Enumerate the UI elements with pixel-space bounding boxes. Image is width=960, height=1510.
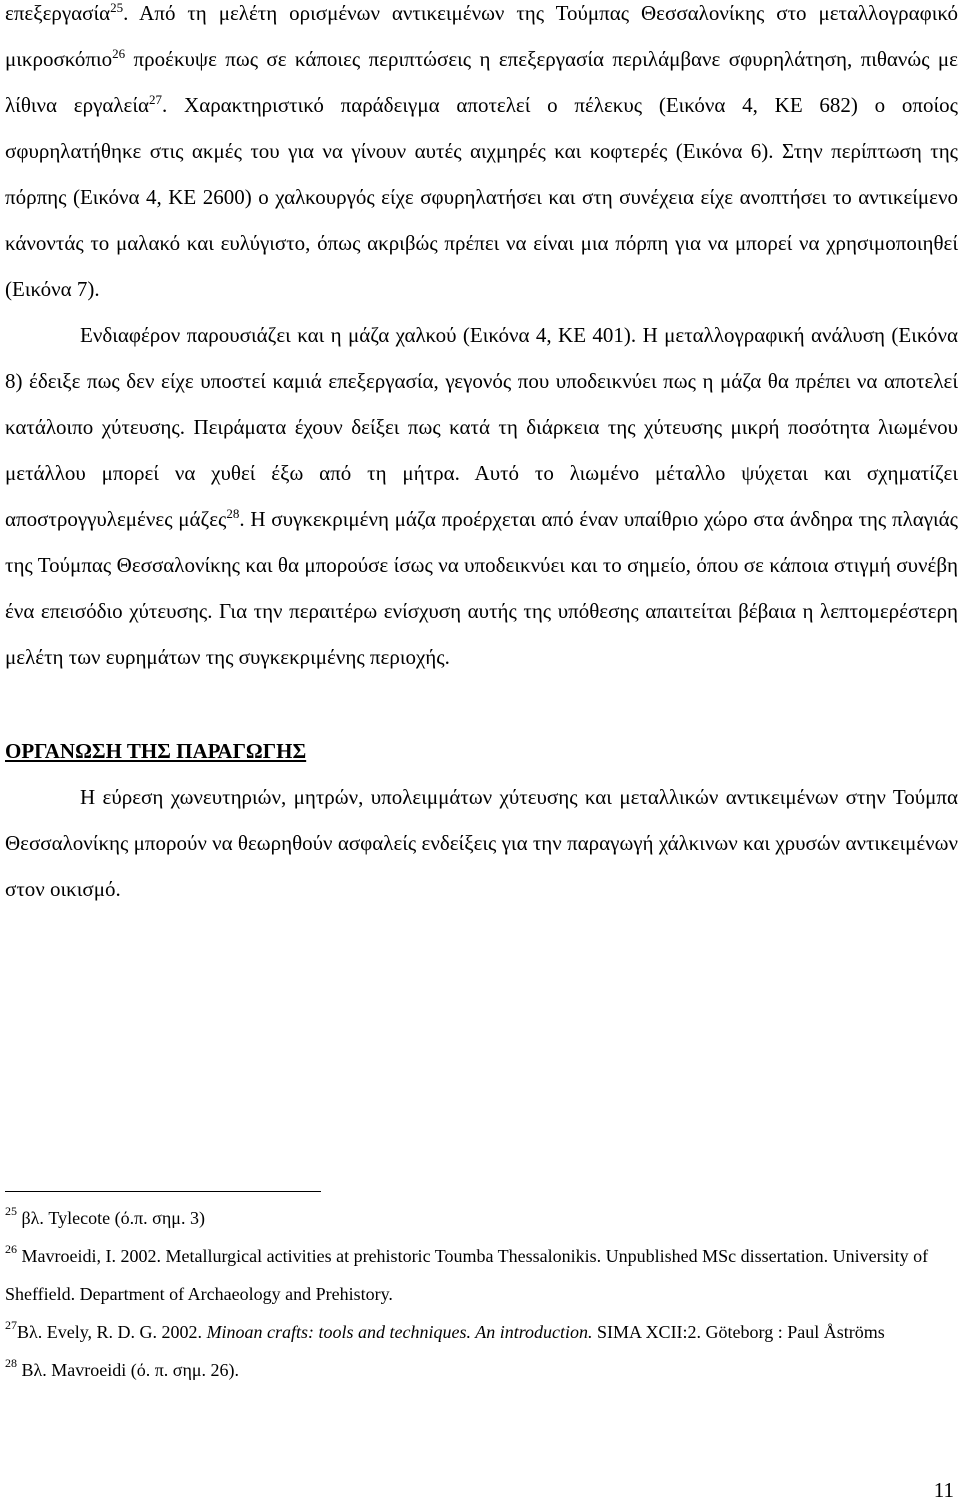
text-run: . Από τη μελέτη ορισμένων αντικειμένων της Τούμπας Θεσσαλονίκης στο μεταλλογραφικό μικροσκόπιο — [5, 1, 958, 71]
text-run: . Η συγκεκριμένη μάζα προέρχεται από έναν υπαίθριο χώρο στα άνδηρα της πλαγιάς της Τούμπας Θεσσαλονίκης και θα μπορούσε ίσως να υποδεικνύει και το σημείο, όπου σε κάποια στιγμή συνέβη ένα επεισόδιο χύτευσης. Για την περαιτέρω ενίσχυση αυτής της υπόθεσης απαιτείται βέβαια η λεπτομερέστερη μελέτη των ευρημάτων της συγκεκριμένης περιοχής. — [5, 507, 958, 669]
footnote-25 — [5, 1199, 955, 1237]
footnote-separator — [5, 1191, 321, 1192]
footnote-ref-26[interactable]: 26 — [112, 46, 126, 61]
footnote-text: Βλ. Evely, R. D. G. 2002. — [17, 1322, 207, 1342]
text-run: προέκυψε πως σε κάποιες περιπτώσεις η επεξεργασία περιλάμβανε σφυρηλάτηση, πιθανώς με λίθινα εργαλεία — [5, 47, 958, 117]
paragraph-2 — [5, 312, 958, 680]
footnote-26 — [5, 1237, 955, 1313]
page-number: 11 — [933, 1478, 954, 1502]
text-run: επεξεργασία — [5, 1, 111, 25]
paragraph-1 — [5, 0, 958, 312]
footnote-book-title: Minoan crafts: tools and techniques. An introduction. — [206, 1322, 593, 1342]
footnote-27 — [5, 1313, 955, 1351]
footnote-ref-27[interactable]: 27 — [149, 92, 163, 107]
footnote-ref-28[interactable]: 28 — [226, 506, 240, 521]
footnote-text: βλ. Tylecote (ό.π. σημ. 3) — [21, 1208, 205, 1228]
text-run: Ενδιαφέρον παρουσιάζει και η μάζα χαλκού (Εικόνα 4, ΚΕ 401). Η μεταλλογραφική ανάλυση (Εικόνα 8) έδειξε πως δεν είχε υποστεί καμιά επεξεργασία, γεγονός που υποδεικνύει πως η μάζα θα πρέπει να αποτελεί κατάλοιπο χύτευσης. Πειράματα έχουν δείξει πως κατά τη διάρκεια της χύτευσης μικρή ποσότητα λιωμένου μετάλλου μπορεί να χυθεί έξω από τη μήτρα. Αυτό το λιωμένο μέταλλο ψύχεται και σχηματίζει αποστρογγυλεμένες μάζες — [5, 323, 958, 531]
footnote-text: Mavroeidi, I. 2002. Metallurgical activities at prehistoric Toumba Thessalonikis. Unpublished MSc dissertation. University of Sheffield. Department of Archaeology and Prehistory. — [5, 1246, 929, 1304]
footnote-number: 28 — [5, 1356, 17, 1370]
main-text — [5, 0, 958, 912]
footnote-ref-25[interactable]: 25 — [110, 0, 124, 15]
text-run: . Χαρακτηριστικό παράδειγμα αποτελεί ο πέλεκυς (Εικόνα 4, ΚΕ 682) ο οποίος σφυρηλατήθηκε στις ακμές του για να γίνουν αυτές αιχμηρές και κοφτερές (Εικόνα 6). Στην περίπτωση της πόρπης (Εικόνα 4, ΚΕ 2600) ο χαλκουργός είχε σφυρηλατήσει και στη συνέχεια είχε ανοπτήσει το αντικείμενο κάνοντάς το μαλακό και ευλύγιστο, όπως ακριβώς πρέπει να είναι μια πόρπη για να μπορεί να χρησιμοποιηθεί (Εικόνα 7). — [5, 93, 958, 301]
section-heading: ΟΡΓΑΝΩΣΗ ΤΗΣ ΠΑΡΑΓΩΓΗΣ — [5, 739, 307, 763]
footnote-number: 25 — [5, 1204, 17, 1218]
paragraph-3: Η εύρεση χωνευτηριών, μητρών, υπολειμμάτων χύτευσης και μεταλλικών αντικειμένων στην Τούμπα Θεσσαλονίκης μπορούν να θεωρηθούν ασφαλείς ενδείξεις για την παραγωγή χάλκινων και χρυσών αντικειμένων στον οικισμό. — [5, 785, 958, 901]
footnote-text: Βλ. Mavroeidi (ό. π. σημ. 26). — [21, 1360, 240, 1380]
footnote-text: SIMA XCII:2. Göteborg : Paul Åströms — [592, 1322, 885, 1342]
footnotes — [5, 1199, 955, 1389]
footnote-number: 26 — [5, 1242, 17, 1256]
footnote-28 — [5, 1351, 955, 1389]
footnote-number: 27 — [5, 1318, 17, 1332]
